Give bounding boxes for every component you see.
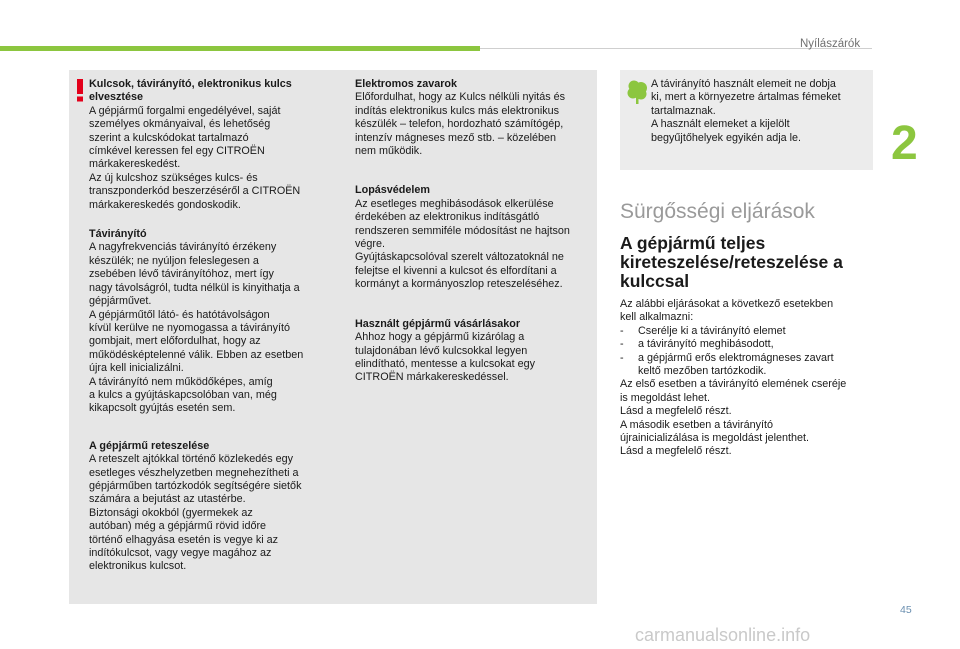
block-line: számára a bejutást az utastérbe.	[89, 493, 246, 506]
block-title: A gépjármű reteszelése	[89, 439, 210, 452]
chapter-number: 2	[891, 117, 918, 170]
block-line: Az új kulcshoz szükséges kulcs- és	[89, 171, 258, 184]
page-number: 45	[900, 604, 912, 616]
block-line: elektronikus kulcsot.	[89, 560, 187, 573]
block-line: gépjárműben tartózkodók segítségére sietők	[89, 479, 302, 492]
body-line: is megoldást lehet.	[620, 391, 711, 404]
block-line: esetleges vészhelyzetben megnehezítheti a	[89, 466, 299, 479]
block-line: Ahhoz hogy a gépjármű kizárólag a	[355, 331, 525, 344]
list-item	[620, 352, 875, 365]
eco-line: A használt elemeket a kijelölt	[651, 118, 790, 131]
block-line: szerint a kulcskódokat tartalmazó	[89, 131, 249, 144]
body-line: újrainicializálása is megoldást jelenthet.	[620, 432, 810, 445]
list-item-text: keltő mezőben tartózkodik.	[638, 365, 767, 378]
list-item-text: a távirányító meghibásodott,	[638, 338, 774, 351]
warning-block	[89, 228, 339, 416]
block-title: Kulcsok, távirányító, elektronikus kulcs elvesztése	[89, 78, 292, 104]
block-line: tulajdonában lévő kulcsokkal legyen	[355, 344, 528, 357]
block-line: rendszeren semmiféle módosítást ne hajtson	[355, 224, 570, 237]
list-item	[620, 338, 875, 351]
block-title: Elektromos zavarok	[355, 78, 458, 90]
emergency-body	[620, 298, 875, 459]
block-line: kikapcsolt gyújtás esetén sem.	[89, 402, 236, 415]
block-line: gépjárművet.	[89, 295, 152, 308]
block-line: márkakereskedést.	[89, 158, 181, 171]
block-line: gombjait, mert előfordulhat, hogy az	[89, 335, 261, 348]
block-line: nem működik.	[355, 145, 423, 158]
eco-text	[651, 78, 871, 145]
section-title: Nyílászárók	[800, 38, 861, 50]
block-line: Az esetleges meghibásodások elkerülése	[355, 197, 554, 210]
block-line: elindítható, mentesse a kulcsokat egy	[355, 357, 536, 370]
list-dash: -	[620, 351, 624, 364]
warning-column-1	[89, 78, 339, 574]
header-accent-bar	[0, 46, 480, 51]
warning-block	[355, 78, 595, 158]
warning-block	[89, 440, 339, 574]
body-line: Az alábbi eljárásokat a következő esetekben	[620, 298, 834, 310]
block-line: készülék; ne nyúljon feleslegesen a	[89, 254, 259, 267]
block-line: A nagyfrekvenciás távirányító érzékeny	[89, 241, 277, 254]
block-line: a kulcs a gyújtáskapcsolóban van, még	[89, 388, 277, 401]
block-title: Lopásvédelem	[355, 184, 431, 197]
block-line: működésképtelenné válik. Ebben az esetben	[89, 348, 304, 361]
block-line: címkével keressen fel egy CITROËN	[89, 145, 265, 158]
block-line: A gépjárműtől látó- és hatótávolságon	[89, 308, 270, 321]
block-line: történő elhagyása esetén is vegye ki az	[89, 533, 279, 546]
block-line: márkakereskedés gondoskodik.	[89, 198, 241, 211]
block-title: Használt gépjármű vásárlásakor	[355, 317, 521, 330]
block-line: zsebében lévő távirányítóhoz, mert így	[89, 268, 274, 281]
block-line: indítás elektronikus kulcs más elektronikus	[355, 104, 560, 117]
block-line: CITROËN márkakereskedéssel.	[355, 371, 509, 384]
block-line: indítókulcsot, vagy vegye magához az	[89, 547, 272, 559]
block-line: felejtse el kivenni a kulcsot és elfordítani a	[355, 264, 557, 277]
block-line: kívül kerülve ne nyomogassa a távirányító	[89, 321, 291, 334]
body-line: Az első esetben a távirányító elemének cseréje	[620, 378, 847, 391]
block-line: Biztonsági okokból (gyermekek az	[89, 506, 253, 519]
eco-line: tartalmaznak.	[651, 104, 716, 117]
eco-line: A távirányító használt elemeit ne dobja	[651, 78, 836, 90]
eco-line: ki, mert a környezetre ártalmas fémeket	[651, 91, 841, 104]
block-line: autóban) még a gépjármű rövid időre	[89, 520, 267, 533]
block-title: Távirányító	[89, 228, 147, 241]
body-line: kell alkalmazni:	[620, 311, 694, 324]
watermark: carmanualsonline.info	[635, 625, 811, 645]
list-dash: -	[620, 324, 624, 337]
warning-block	[355, 318, 595, 385]
warning-block	[355, 184, 595, 291]
list-item	[620, 325, 875, 338]
body-line: A második esetben a távirányító	[620, 418, 774, 431]
list-item-text: a gépjármű erős elektromágneses zavart	[638, 351, 834, 364]
block-line: transzponderkód beszerzéséről a CITROËN	[89, 185, 301, 198]
block-line: végre.	[355, 238, 386, 251]
body-line: Lásd a megfelelő részt.	[620, 445, 732, 458]
warning-column-2	[355, 78, 595, 385]
block-line: újra kell inicializálni.	[89, 362, 184, 375]
block-line: Előfordulhat, hogy az Kulcs nélküli nyitás és	[355, 91, 566, 104]
exclamation-icon	[73, 78, 87, 102]
block-line: A reteszelt ajtókkal történő közlekedés egy	[89, 453, 294, 466]
list-dash: -	[620, 338, 624, 351]
block-line: készülék – telefon, hordozható számítógép,	[355, 118, 564, 131]
block-line: kormányt a kormányoszlop reteszeléséhez.	[355, 278, 563, 291]
emergency-heading: Sürgősségi eljárások	[620, 200, 815, 223]
emergency-subheading: A gépjármű teljes kireteszelése/reteszelése a kulccsal	[620, 233, 843, 291]
list-item-text: Cserélje ki a távirányító elemet	[638, 324, 786, 337]
block-line: személyes okmányaival, és lehetőség	[89, 118, 271, 131]
block-line: A távirányító nem működőképes, amíg	[89, 375, 273, 388]
leaf-icon	[626, 80, 648, 104]
block-line: Gyújtáskapcsolóval szerelt változatoknál ne	[355, 251, 564, 264]
block-line: intenzív mágneses mező stb. – közelében	[355, 131, 557, 144]
block-line: érdekében az elektronikus indításgátló	[355, 211, 540, 224]
warning-block	[89, 78, 339, 212]
eco-line: begyűjtőhelyek egyikén adja le.	[651, 131, 802, 144]
list-item	[620, 365, 875, 378]
block-line: A gépjármű forgalmi engedélyével, saját	[89, 104, 281, 117]
body-line: Lásd a megfelelő részt.	[620, 405, 732, 418]
block-line: nagy távolságról, tudta nélkül is kinyithatja a	[89, 281, 300, 294]
